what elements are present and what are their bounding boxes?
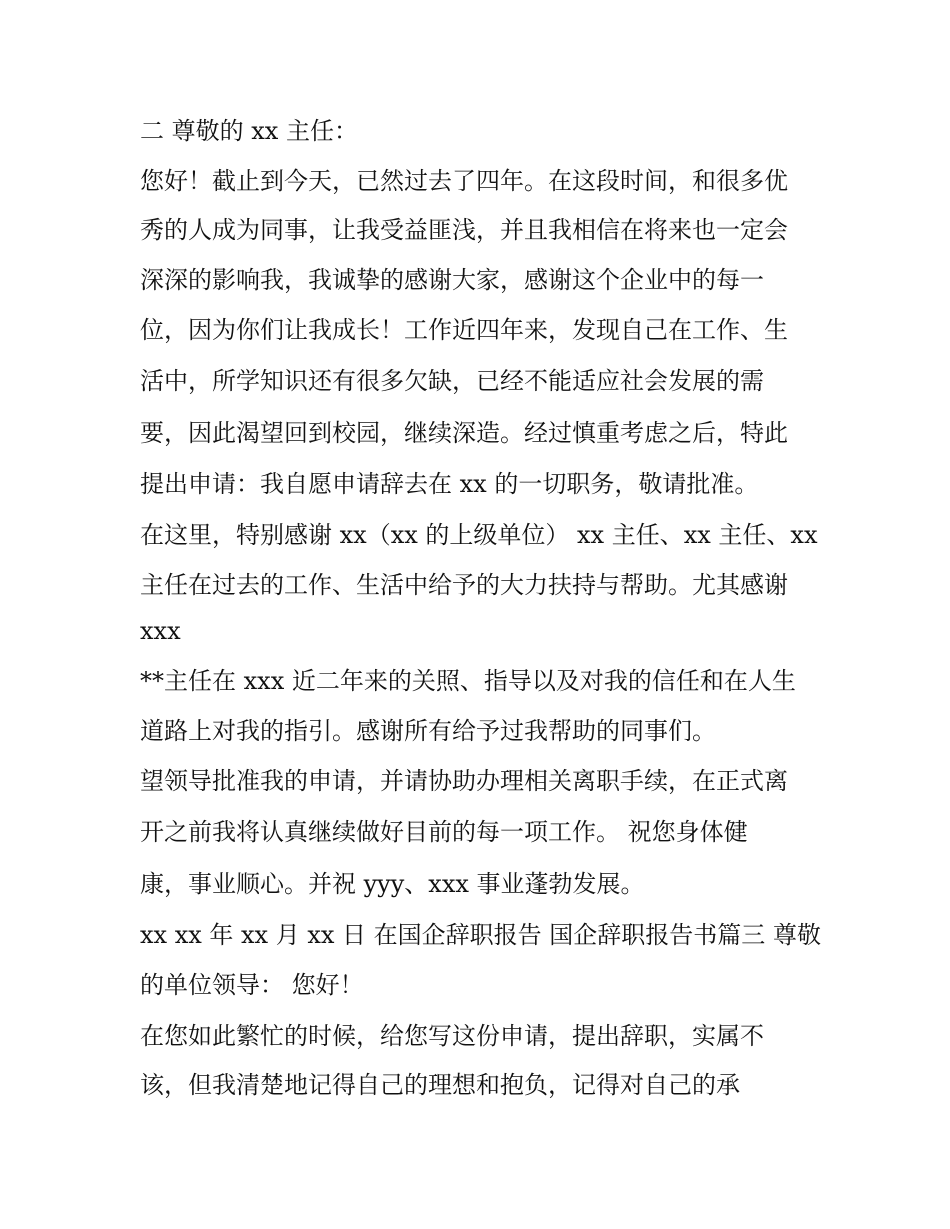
text-line: 的单位领导： 您好！ (140, 971, 364, 999)
text-line: 深深的影响我，我诚挚的感谢大家，感谢这个企业中的每一 (140, 266, 764, 294)
text-line: 道路上对我的指引。感谢所有给予过我帮助的同事们。 (140, 717, 716, 745)
text-line: 位，因为你们让我成长！工作近四年来，发现自己在工作、生 (140, 316, 788, 344)
text-line: 二 尊敬的 xx 主任： (140, 117, 358, 145)
text-line: xx xx 年 xx 月 xx 日 在国企辞职报告 国企辞职报告书篇三 尊敬 (140, 921, 821, 949)
text-line: 要，因此渴望回到校园，继续深造。经过慎重考虑之后，特此 (140, 419, 788, 447)
text-line: xxx (140, 617, 181, 645)
text-line: 提出申请：我自愿申请辞去在 xx 的一切职务，敬请批准。 (140, 470, 759, 498)
text-line: 活中，所学知识还有很多欠缺，已经不能适应社会发展的需 (140, 367, 764, 395)
text-line: 开之前我将认真继续做好目前的每一项工作。 祝您身体健 (140, 818, 748, 846)
text-line: 在您如此繁忙的时候，给您写这份申请，提出辞职，实属不 (140, 1022, 764, 1050)
text-line: 该，但我清楚地记得自己的理想和抱负，记得对自己的承 (140, 1071, 740, 1099)
text-line: 在这里，特别感谢 xx（xx 的上级单位） xx 主任、xx 主任、xx (140, 521, 818, 549)
text-line: 秀的人成为同事，让我受益匪浅，并且我相信在将来也一定会 (140, 216, 788, 244)
text-line: 望领导批准我的申请，并请协助办理相关离职手续，在正式离 (140, 767, 788, 795)
text-line: **主任在 xxx 近二年来的关照、指导以及对我的信任和在人生 (140, 667, 796, 695)
text-line: 主任在过去的工作、生活中给予的大力扶持与帮助。尤其感谢 (140, 571, 788, 599)
text-line: 康，事业顺心。并祝 yyy、xxx 事业蓬勃发展。 (140, 870, 645, 898)
text-line: 您好！截止到今天，已然过去了四年。在这段时间，和很多优 (140, 167, 788, 195)
